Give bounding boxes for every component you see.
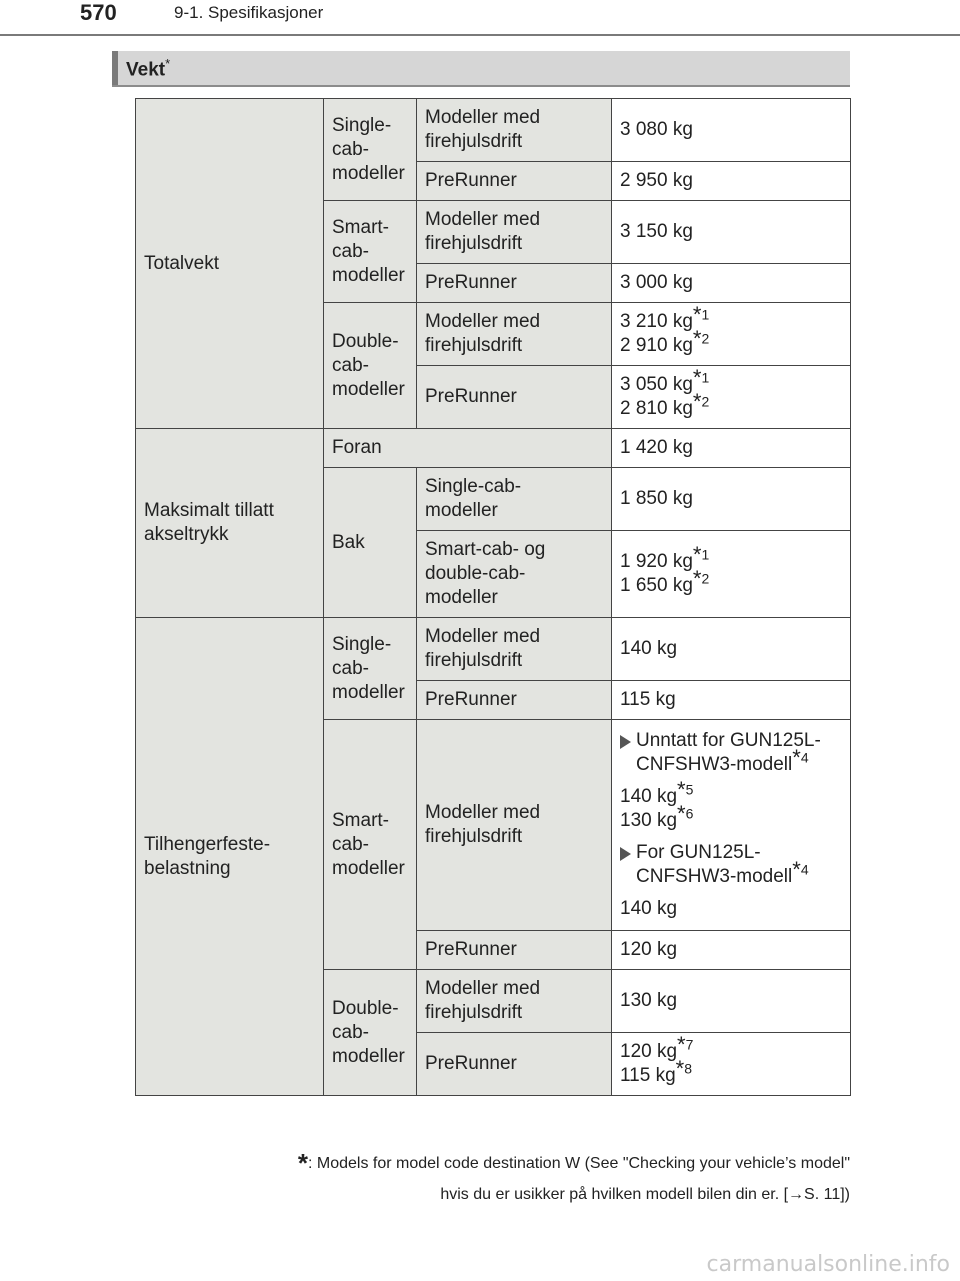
value-cell: 1 420 kg xyxy=(612,429,851,468)
page-number: 570 xyxy=(80,0,117,25)
drive-type-cell: Modeller med firehjulsdrift xyxy=(417,720,612,931)
value-cell: 3 050 $kg^{*1}$ 2 810 $kg^{*2}$ xyxy=(612,366,851,429)
value-cell: 120 kg xyxy=(612,931,851,970)
value-cell: 120 $kg^{*7}$ 115 $kg^{*8}$ xyxy=(612,1033,851,1096)
watermark: carmanualsonline.info xyxy=(706,1252,950,1277)
table-row xyxy=(136,429,851,468)
value-cell: 2 950 kg xyxy=(612,162,851,201)
drive-type-cell: PreRunner xyxy=(417,264,612,303)
section-marker xyxy=(112,51,118,85)
arrow-bullet-icon xyxy=(620,735,631,749)
value-cell: 140 kg xyxy=(612,618,851,681)
value-cell: 3 080 kg xyxy=(612,99,851,162)
drive-type-cell: Modeller med firehjulsdrift xyxy=(417,303,612,366)
page-header xyxy=(0,0,960,38)
section-heading xyxy=(112,51,850,87)
table-row xyxy=(136,99,851,162)
drive-type-cell: PreRunner xyxy=(417,681,612,720)
cab-type-cell: Single-cab- modeller xyxy=(417,468,612,531)
row-label-akseltrykk: Maksimalt tillatt akseltrykk xyxy=(136,429,324,618)
weight-spec-table xyxy=(135,98,851,1096)
cab-type-single: Single- cab- modeller xyxy=(324,99,417,201)
cab-type-smart: Smart- cab- modeller xyxy=(324,720,417,970)
section-title-asterisk: * xyxy=(165,56,171,71)
axle-front: Foran xyxy=(324,429,612,468)
drive-type-cell: Modeller med firehjulsdrift xyxy=(417,970,612,1033)
row-label-totalvekt: Totalvekt xyxy=(136,99,324,429)
drive-type-cell: PreRunner xyxy=(417,366,612,429)
cab-type-single: Single- cab- modeller xyxy=(324,618,417,720)
drive-type-cell: Modeller med firehjulsdrift xyxy=(417,201,612,264)
value-cell: Unntatt for GUN125L- CNFSHW3-modell$^{*4}$ 140 $kg^{*5}$ 130 $kg^{*6}$ For GUN125L- CNFSHW3-modell$^{*4}$ 140 kg xyxy=(612,720,851,931)
drive-type-cell: Modeller med firehjulsdrift xyxy=(417,99,612,162)
condition-item: For GUN125L- CNFSHW3-modell$^{*4}$ xyxy=(620,841,842,889)
axle-rear: Bak xyxy=(324,468,417,618)
value-cell: 1 920 $kg^{*1}$ 1 650 $kg^{*2}$ xyxy=(612,531,851,618)
row-label-tilhengerfeste: Tilhengerfeste- belastning xyxy=(136,618,324,1096)
drive-type-cell: PreRunner xyxy=(417,1033,612,1096)
drive-type-cell: PreRunner xyxy=(417,162,612,201)
value-cell: 1 850 kg xyxy=(612,468,851,531)
value-cell: 115 kg xyxy=(612,681,851,720)
footnote-line-1: *: Models for model code destination W (See "Checking your vehicle’s model" xyxy=(297,1148,850,1178)
header-divider xyxy=(0,34,960,36)
drive-type-cell: PreRunner xyxy=(417,931,612,970)
value-cell: 3 210 $kg^{*1}$ 2 910 $kg^{*2}$ xyxy=(612,303,851,366)
cab-type-double: Double- cab- modeller xyxy=(324,303,417,429)
condition-item: Unntatt for GUN125L- CNFSHW3-modell$^{*4}$ xyxy=(620,729,842,777)
section-title: Vekt* xyxy=(126,56,171,81)
arrow-bullet-icon xyxy=(620,847,631,861)
value-cell: 3 000 kg xyxy=(612,264,851,303)
footnote-line-2: hvis du er usikker på hvilken modell bilen din er. [→S. 11]) xyxy=(440,1186,850,1203)
footnote-asterisk: * xyxy=(297,1148,308,1178)
cab-type-cell: Smart-cab- og double-cab- modeller xyxy=(417,531,612,618)
value-cell: 3 150 kg xyxy=(612,201,851,264)
cab-type-smart: Smart- cab- modeller xyxy=(324,201,417,303)
value-cell: 130 kg xyxy=(612,970,851,1033)
table-row xyxy=(136,618,851,681)
chapter-title: 9-1. Spesifikasjoner xyxy=(174,3,324,22)
cab-type-double: Double- cab- modeller xyxy=(324,970,417,1096)
drive-type-cell: Modeller med firehjulsdrift xyxy=(417,618,612,681)
